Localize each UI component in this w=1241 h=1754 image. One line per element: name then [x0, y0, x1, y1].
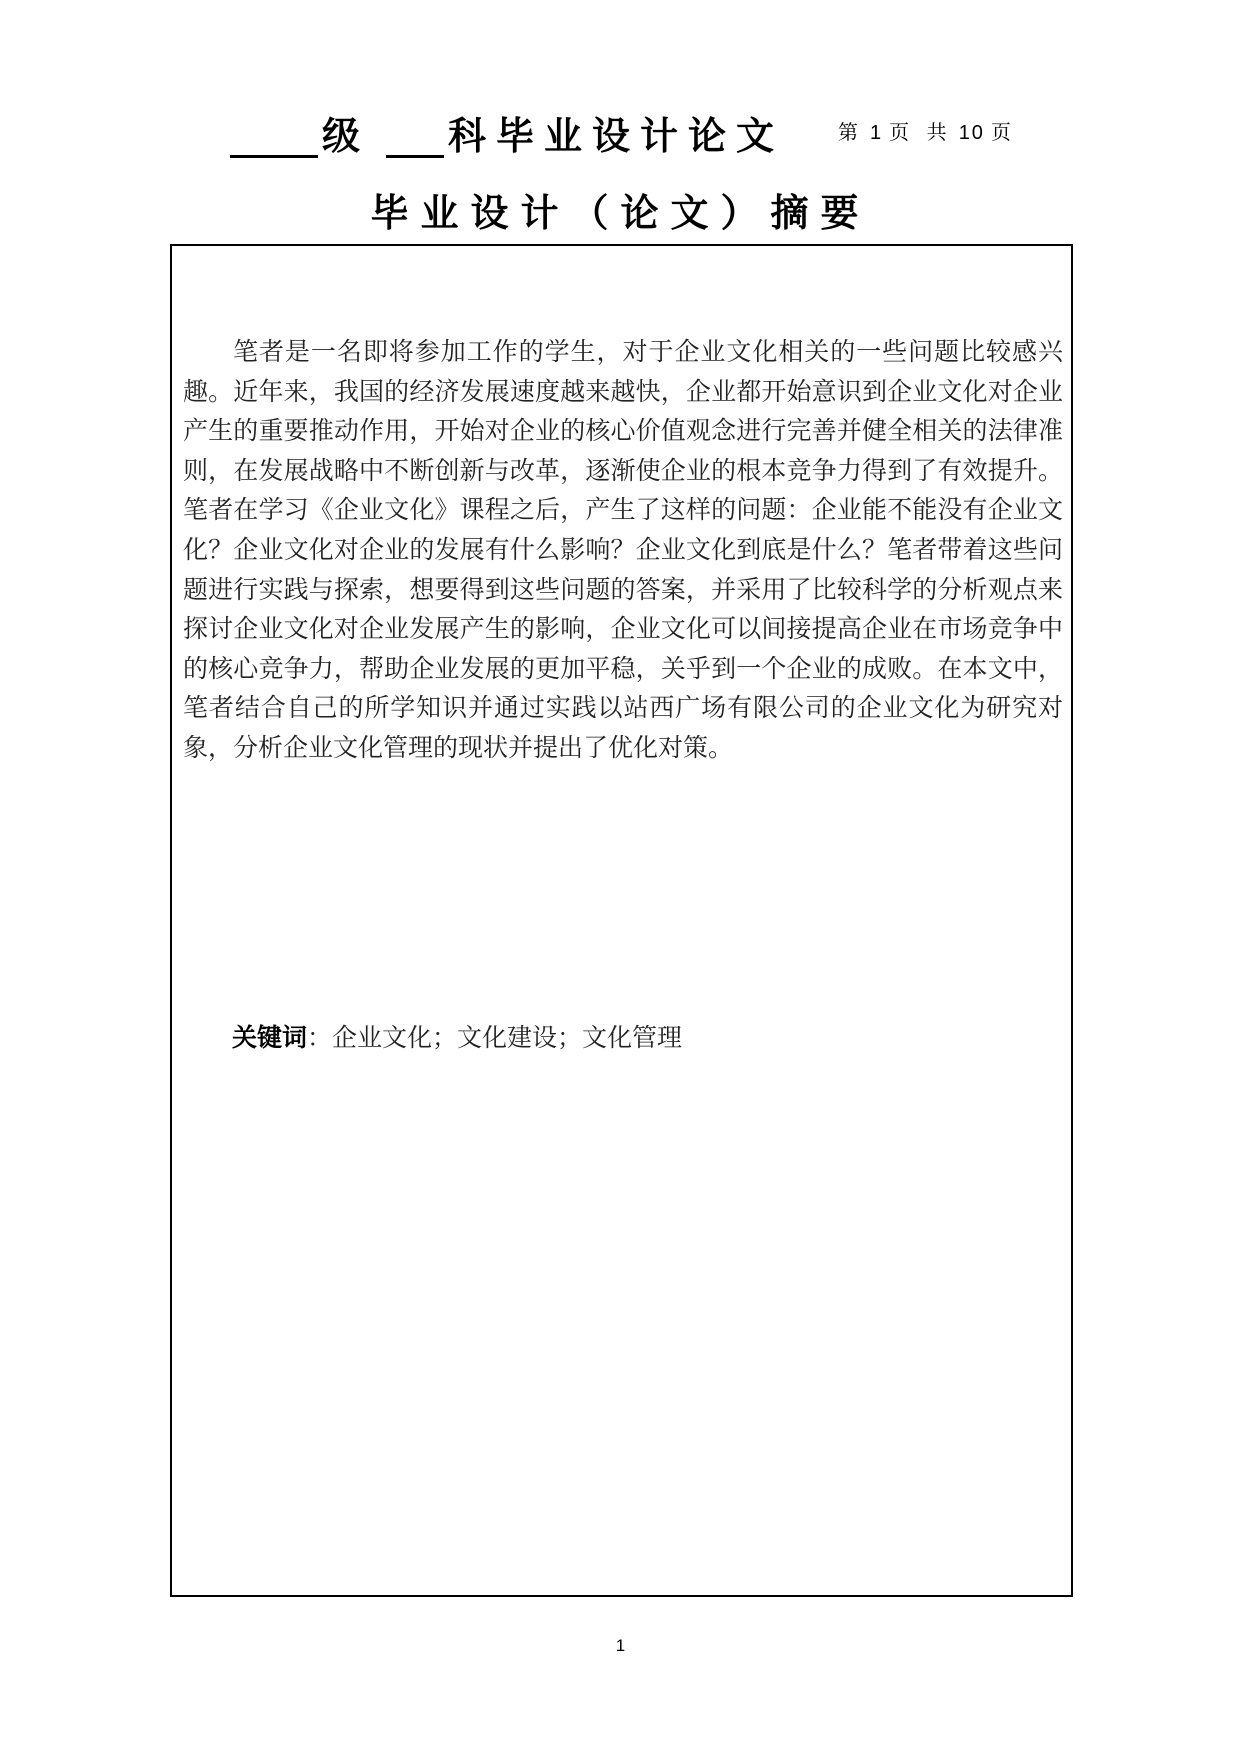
- page-total: 10: [958, 122, 985, 144]
- page-prefix: 第: [838, 122, 864, 144]
- grade-blank: [230, 115, 318, 158]
- keywords-line: [232, 1018, 682, 1054]
- abstract-body: 笔者是一名即将参加工作的学生，对于企业文化相关的一些问题比较感兴趣。近年来，我国的经济发展速度越来越快，企业都开始意识到企业文化对企业产生的重要推动作用，开始对企业的核心价值观念进行完善并健全相关的法律准则，在发展战略中不断创新与改革，逐渐使企业的根本竞争力得到了有效提升。笔者在学习《企业文化》课程之后，产生了这样的问题：企业能不能没有企业文化？企业文化对企业的发展有什么影响？企业文化到底是什么？笔者带着这些问题进行实践与探索，想要得到这些问题的答案，并采用了比较科学的分析观点来探讨企业文化对企业发展产生的影响，企业文化可以间接提高企业在市场竞争中的核心竞争力，帮助企业发展的更加平稳，关乎到一个企业的成败。在本文中，笔者结合自己的所学知识并通过实践以站西广场有限公司的企业文化为研究对象，分析企业文化管理的现状并提出了优化对策。: [183, 337, 1063, 762]
- page-middle: 页 共: [889, 122, 953, 144]
- page-count: [838, 116, 1017, 145]
- department-blank: [386, 115, 444, 158]
- grade-label: 级: [322, 114, 371, 158]
- keywords-label: 关键词: [232, 1023, 308, 1052]
- keywords-separator: ：: [307, 1023, 333, 1052]
- page-current: 1: [870, 122, 884, 144]
- abstract-title: 毕业设计（论文）摘要: [370, 191, 871, 235]
- header-title: 科毕业设计论文: [448, 114, 785, 158]
- keywords-value: 企业文化；文化建设；文化管理: [332, 1023, 683, 1052]
- page-number: 1: [615, 1636, 626, 1655]
- page-suffix: 页: [990, 122, 1017, 144]
